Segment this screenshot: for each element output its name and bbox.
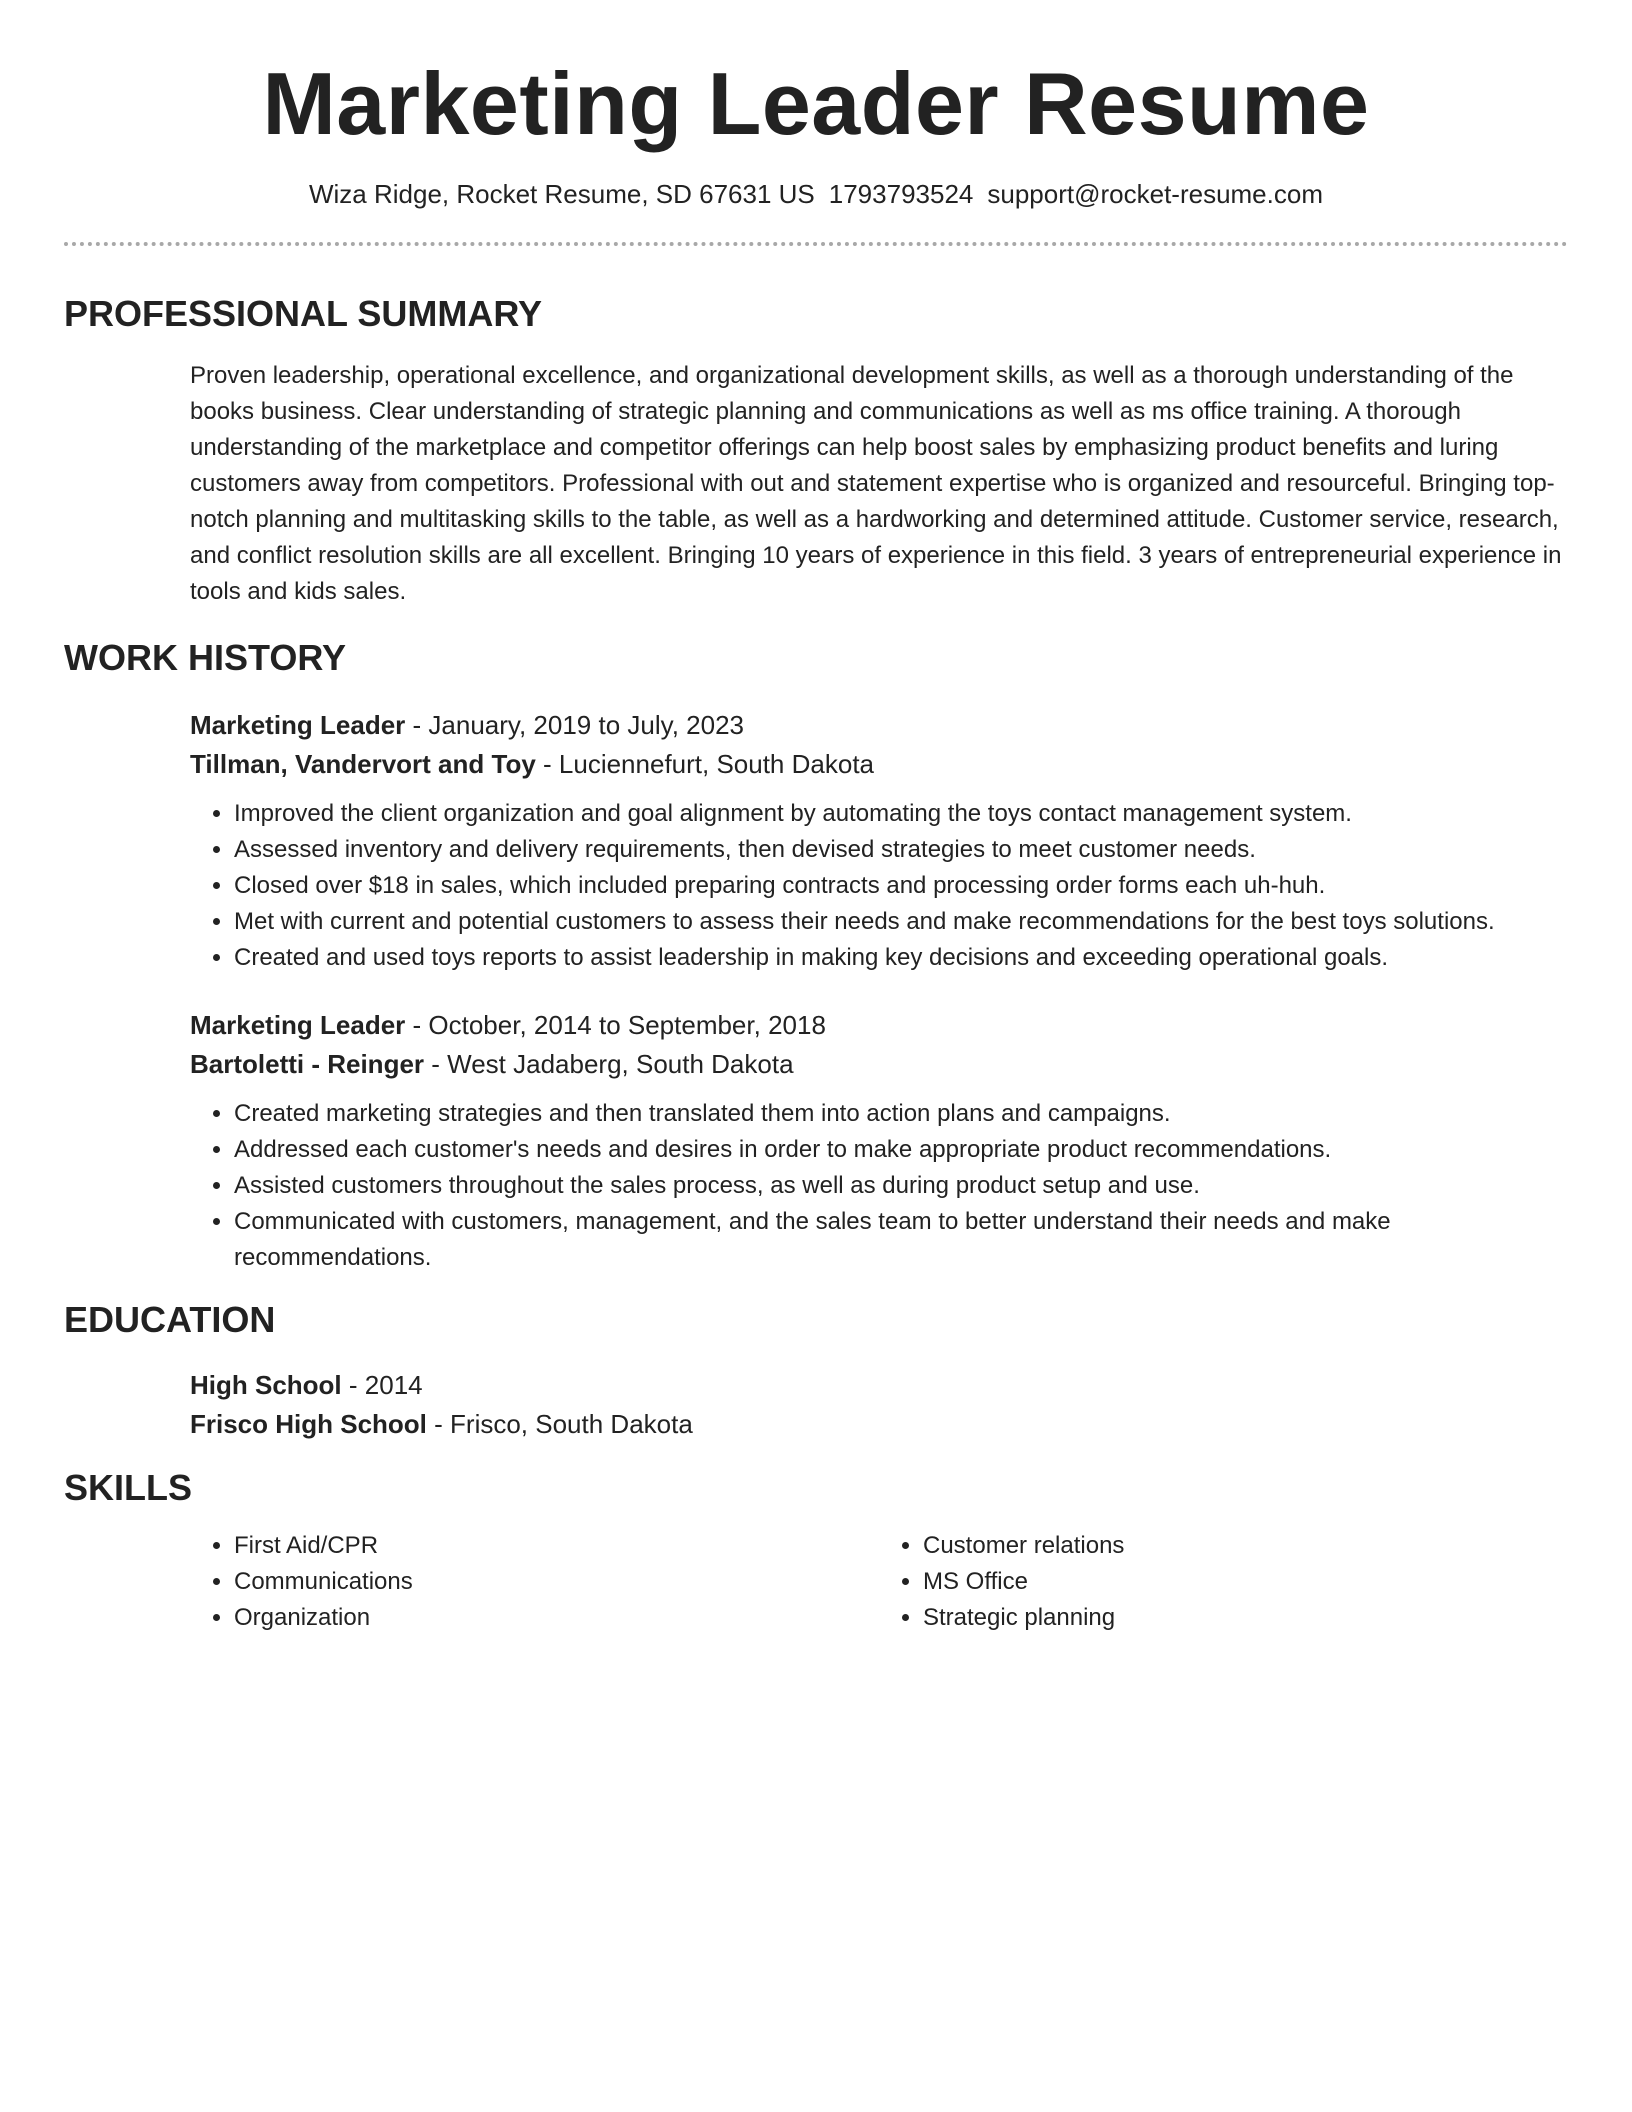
education-school-line — [190, 1405, 1568, 1444]
job-title-line — [190, 1006, 1568, 1045]
resume-title: Marketing Leader Resume — [262, 54, 1370, 153]
skill-item: • Communications — [234, 1564, 879, 1600]
job-company: Tillman, Vandervort and Toy — [190, 749, 536, 779]
contact-email: support@rocket-resume.com — [987, 179, 1323, 209]
list-item: • Created marketing strategies and then translated them into action plans and campaigns. — [234, 1096, 1568, 1132]
job-bullets — [190, 1096, 1568, 1276]
education-heading: EDUCATION — [64, 1299, 276, 1340]
education-location: - Frisco, South Dakota — [426, 1409, 693, 1439]
education-entry — [190, 1366, 1568, 1444]
job-dates: - January, 2019 to July, 2023 — [405, 710, 744, 740]
list-item: • Communicated with customers, management, and the sales team to better understand their needs and make recommendations. — [234, 1204, 1568, 1276]
skills-heading: SKILLS — [64, 1467, 193, 1508]
job-company-line — [190, 745, 1568, 784]
job-company-line — [190, 1045, 1568, 1084]
contact-phone: 1793793524 — [828, 179, 974, 209]
list-item: • Closed over $18 in sales, which included preparing contracts and processing order forms each uh-huh. — [234, 868, 1568, 904]
skill-item: • First Aid/CPR — [234, 1528, 879, 1564]
education-year: - 2014 — [341, 1370, 423, 1400]
education-degree-line — [190, 1366, 1568, 1405]
list-item: • Created and used toys reports to assist leadership in making key decisions and exceeding operational goals. — [234, 940, 1568, 976]
education-degree: High School — [190, 1370, 342, 1400]
job-company: Bartoletti - Reinger — [190, 1049, 425, 1079]
job-location: - Luciennefurt, South Dakota — [535, 749, 874, 779]
header-divider — [64, 242, 1568, 246]
list-item: • Met with current and potential customers to assess their needs and make recommendations for the best toys solutions. — [234, 904, 1568, 940]
skills-grid — [190, 1528, 1568, 1636]
summary-heading: PROFESSIONAL SUMMARY — [64, 293, 543, 334]
skills-column-right — [879, 1528, 1568, 1636]
skill-item: • MS Office — [923, 1564, 1568, 1600]
job-bullets — [190, 796, 1568, 976]
summary-text: Proven leadership, operational excellence, and organizational development skills, as well as a thorough understanding of the books business. Clear understanding of strategic planning and communications as well as ms office training. A thorough understanding of the marketplace and competitor offerings can help boost sales by emphasizing product benefits and luring customers away from competitors. Professional with out and statement expertise who is organized and resourceful. Bringing top-notch planning and multitasking skills to the table, as well as a hardworking and determined attitude. Customer service, research, and conflict resolution skills are all excellent. Bringing 10 years of experience in this field. 3 years of entrepreneurial experience in tools and kids sales. — [190, 362, 1562, 605]
skills-column-left — [190, 1528, 879, 1636]
list-item: • Improved the client organization and goal alignment by automating the toys contact management system. — [234, 796, 1568, 832]
job-title: Marketing Leader — [190, 1010, 406, 1040]
skill-item: • Customer relations — [923, 1528, 1568, 1564]
list-item: • Assessed inventory and delivery requirements, then devised strategies to meet customer needs. — [234, 832, 1568, 868]
job-dates: - October, 2014 to September, 2018 — [405, 1010, 826, 1040]
skill-item: • Strategic planning — [923, 1600, 1568, 1636]
contact-address: Wiza Ridge, Rocket Resume, SD 67631 US — [308, 179, 815, 209]
job-entry — [190, 1006, 1568, 1276]
job-entry — [190, 706, 1568, 976]
job-title-line — [190, 706, 1568, 745]
contact-line — [64, 178, 1568, 210]
skill-item: • Organization — [234, 1600, 879, 1636]
work-history-heading: WORK HISTORY — [64, 637, 347, 678]
education-school: Frisco High School — [190, 1409, 427, 1439]
list-item: • Assisted customers throughout the sales process, as well as during product setup and use. — [234, 1168, 1568, 1204]
job-location: - West Jadaberg, South Dakota — [424, 1049, 794, 1079]
list-item: • Addressed each customer's needs and desires in order to make appropriate product recommendations. — [234, 1132, 1568, 1168]
job-title: Marketing Leader — [190, 710, 406, 740]
